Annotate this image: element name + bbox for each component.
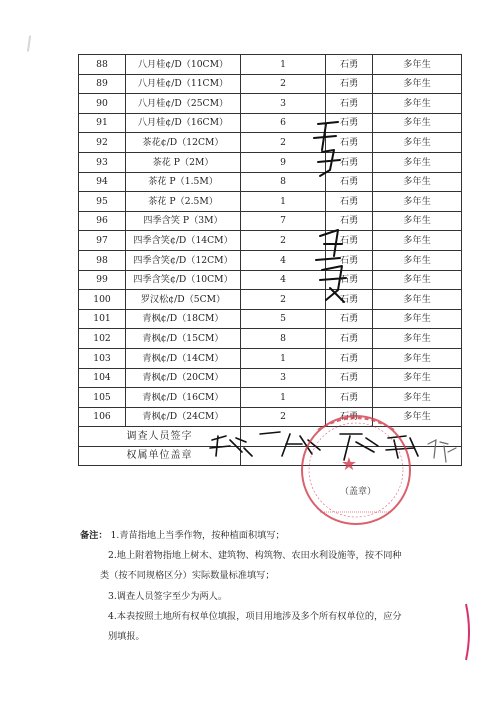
note-item-1: 1.青苗指地上当季作物，按种植面积填写； <box>110 530 285 541</box>
item-name-cell: 四季含笑¢/D（14CM） <box>126 231 241 251</box>
owner-name-cell: 石勇 <box>326 368 373 388</box>
quantity-cell: 2 <box>241 231 326 251</box>
owner-name-cell: 石勇 <box>326 113 373 133</box>
quantity-cell: 2 <box>241 133 326 153</box>
owner-name-cell: 石勇 <box>326 172 373 192</box>
table-row <box>79 250 462 270</box>
quantity-cell: 4 <box>241 250 326 270</box>
item-name-cell: 八月桂¢/D（25CM） <box>126 94 241 114</box>
quantity-cell: 7 <box>241 211 326 231</box>
quantity-cell: 3 <box>241 368 326 388</box>
item-name-cell: 茶花 P（1.5M） <box>126 172 241 192</box>
note-item-2: 2.地上附着物指地上树木、建筑物、构筑物、农田水利设施等，按不同种 <box>108 550 402 562</box>
seal-placeholder-text: （盖章） <box>339 487 377 497</box>
crop-type-cell: 多年生 <box>373 231 462 251</box>
owner-name-cell: 石勇 <box>326 94 373 114</box>
quantity-cell: 1 <box>241 348 326 368</box>
table-row <box>79 329 462 349</box>
quantity-cell: 5 <box>241 309 326 329</box>
attachment-survey-table <box>78 54 462 466</box>
table-row <box>79 152 462 172</box>
quantity-cell: 2 <box>241 407 326 427</box>
quantity-cell: 1 <box>241 388 326 408</box>
notes-title: 备注： <box>80 530 108 541</box>
table-row <box>79 348 462 368</box>
owner-seal-label: 权属单位盖章 <box>79 446 241 466</box>
note-item-4: 4.本表按照土地所有权单位填报，项目用地涉及多个所有权单位的，应分 <box>108 610 402 622</box>
row-number-cell: 103 <box>79 348 126 368</box>
owner-name-cell: 石勇 <box>326 290 373 310</box>
owner-name-cell: 石勇 <box>326 74 373 94</box>
table-row <box>79 407 462 427</box>
quantity-cell: 4 <box>241 270 326 290</box>
table-row <box>79 74 462 94</box>
table-row <box>79 368 462 388</box>
row-number-cell: 101 <box>79 309 126 329</box>
owner-name-cell: 石勇 <box>326 192 373 212</box>
table-row <box>79 172 462 192</box>
crop-type-cell: 多年生 <box>373 368 462 388</box>
row-number-cell: 88 <box>79 55 126 75</box>
item-name-cell: 茶花 P（2M） <box>126 152 241 172</box>
owner-name-cell: 石勇 <box>326 329 373 349</box>
table-row <box>79 270 462 290</box>
item-name-cell: 四季含笑¢/D（12CM） <box>126 250 241 270</box>
owner-name-cell: 石勇 <box>326 407 373 427</box>
table-row <box>79 290 462 310</box>
item-name-cell: 茶花 P（2.5M） <box>126 192 241 212</box>
row-number-cell: 106 <box>79 407 126 427</box>
table-body <box>79 55 462 427</box>
quantity-cell: 8 <box>241 172 326 192</box>
row-number-cell: 105 <box>79 388 126 408</box>
quantity-cell: 1 <box>241 192 326 212</box>
crop-type-cell: 多年生 <box>373 250 462 270</box>
crop-type-cell: 多年生 <box>373 113 462 133</box>
note-item-3: 3.调查人员签字至少为两人。 <box>108 590 228 602</box>
crop-type-cell: 多年生 <box>373 133 462 153</box>
crop-type-cell: 多年生 <box>373 388 462 408</box>
table-row <box>79 231 462 251</box>
row-number-cell: 100 <box>79 290 126 310</box>
item-name-cell: 罗汉松¢/D（5CM） <box>126 290 241 310</box>
item-name-cell: 青枫¢/D（14CM） <box>126 348 241 368</box>
table-row <box>79 388 462 408</box>
item-name-cell: 青枫¢/D（15CM） <box>126 329 241 349</box>
owner-name-cell: 石勇 <box>326 348 373 368</box>
svg-text:★: ★ <box>340 454 358 475</box>
owner-name-cell: 石勇 <box>326 55 373 75</box>
crop-type-cell: 多年生 <box>373 270 462 290</box>
quantity-cell: 8 <box>241 329 326 349</box>
item-name-cell: 八月桂¢/D（16CM） <box>126 113 241 133</box>
owner-name-cell: 石勇 <box>326 250 373 270</box>
row-number-cell: 90 <box>79 94 126 114</box>
notes-section <box>80 526 460 647</box>
crop-type-cell: 多年生 <box>373 74 462 94</box>
item-name-cell: 八月桂¢/D（11CM） <box>126 74 241 94</box>
row-number-cell: 104 <box>79 368 126 388</box>
owner-name-cell: 石勇 <box>326 270 373 290</box>
table-row <box>79 309 462 329</box>
quantity-cell: 1 <box>241 55 326 75</box>
quantity-cell: 2 <box>241 74 326 94</box>
note-item-4-cont: 别填报。 <box>108 631 145 643</box>
crop-type-cell: 多年生 <box>373 192 462 212</box>
crop-type-cell: 多年生 <box>373 309 462 329</box>
item-name-cell: 青枫¢/D（16CM） <box>126 388 241 408</box>
table-row <box>79 192 462 212</box>
crop-type-cell: 多年生 <box>373 290 462 310</box>
investigator-signature-cell <box>241 427 462 447</box>
table-row <box>79 211 462 231</box>
table-row <box>79 94 462 114</box>
row-number-cell: 98 <box>79 250 126 270</box>
right-edge-red-mark <box>466 604 469 660</box>
owner-name-cell: 石勇 <box>326 231 373 251</box>
quantity-cell: 3 <box>241 94 326 114</box>
crop-type-cell: 多年生 <box>373 172 462 192</box>
row-number-cell: 94 <box>79 172 126 192</box>
row-number-cell: 97 <box>79 231 126 251</box>
owner-seal-cell <box>241 446 462 466</box>
table-row <box>79 133 462 153</box>
quantity-cell: 2 <box>241 290 326 310</box>
row-number-cell: 89 <box>79 74 126 94</box>
crop-type-cell: 多年生 <box>373 211 462 231</box>
row-number-cell: 99 <box>79 270 126 290</box>
note-line-1 <box>80 526 460 546</box>
owner-name-cell: 石勇 <box>326 133 373 153</box>
item-name-cell: 四季含笑¢/D（10CM） <box>126 270 241 290</box>
row-number-cell: 102 <box>79 329 126 349</box>
row-number-cell: 96 <box>79 211 126 231</box>
owner-name-cell: 石勇 <box>326 388 373 408</box>
item-name-cell: 八月桂¢/D（10CM） <box>126 55 241 75</box>
owner-name-cell: 石勇 <box>326 309 373 329</box>
investigator-signature-label: 调查人员签字 <box>79 427 241 447</box>
table-row <box>79 55 462 75</box>
crop-type-cell: 多年生 <box>373 407 462 427</box>
row-number-cell: 92 <box>79 133 126 153</box>
item-name-cell: 青枫¢/D（20CM） <box>126 368 241 388</box>
investigator-signature-row <box>79 427 462 447</box>
crop-type-cell: 多年生 <box>373 348 462 368</box>
item-name-cell: 四季含笑 P（3M） <box>126 211 241 231</box>
row-number-cell: 95 <box>79 192 126 212</box>
table-row <box>79 113 462 133</box>
crop-type-cell: 多年生 <box>373 152 462 172</box>
item-name-cell: 青枫¢/D（24CM） <box>126 407 241 427</box>
owner-name-cell: 石勇 <box>326 152 373 172</box>
crop-type-cell: 多年生 <box>373 94 462 114</box>
quantity-cell: 9 <box>241 152 326 172</box>
item-name-cell: 青枫¢/D（18CM） <box>126 309 241 329</box>
item-name-cell: 茶花¢/D（12CM） <box>126 133 241 153</box>
owner-seal-row <box>79 446 462 466</box>
crop-type-cell: 多年生 <box>373 55 462 75</box>
note-item-2-cont: 类（按不同规格区分）实际数量标准填写； <box>100 570 275 582</box>
quantity-cell: 6 <box>241 113 326 133</box>
page-edge-mark <box>27 36 37 53</box>
row-number-cell: 93 <box>79 152 126 172</box>
row-number-cell: 91 <box>79 113 126 133</box>
owner-name-cell: 石勇 <box>326 211 373 231</box>
crop-type-cell: 多年生 <box>373 329 462 349</box>
